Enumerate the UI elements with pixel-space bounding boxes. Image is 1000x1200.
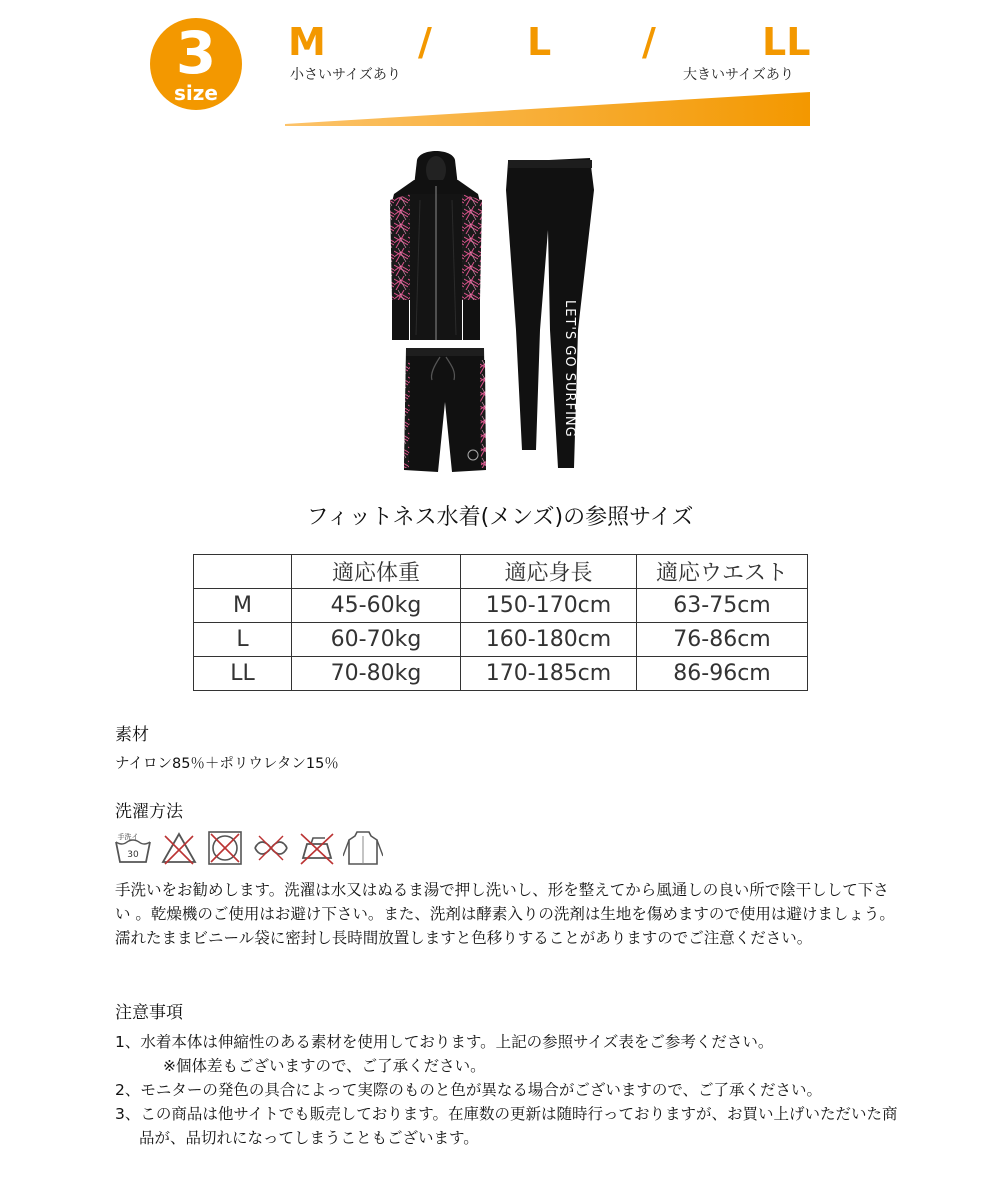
size-table-title: フィットネス水着(メンズ)の参照サイズ xyxy=(306,505,694,530)
note-text: 1、水着本体は伸縮性のある素材を使用しております。上記の参照サイズ表をご参考ください。 xyxy=(115,1033,774,1051)
note-text: 2、モニターの発色の具合によって実際のものと色が異なる場合がございますので、ご了承ください。 xyxy=(115,1081,823,1099)
table-row xyxy=(194,623,808,657)
table-cell: 160-180cm xyxy=(461,623,637,657)
list-item xyxy=(115,1102,905,1150)
badge-word: size xyxy=(174,81,218,105)
notes-list xyxy=(115,1030,905,1150)
svg-text:手洗イ: 手洗イ xyxy=(117,833,139,841)
small-size-note: 小さいサイズあり xyxy=(290,67,401,83)
legging-print-text: LET'S GO SURFING xyxy=(562,300,577,438)
care-symbols xyxy=(113,828,383,868)
table-row xyxy=(194,589,808,623)
svg-text:30: 30 xyxy=(127,850,139,860)
table-cell: L xyxy=(194,623,292,657)
material-text: ナイロン85％＋ポリウレタン15％ xyxy=(115,756,339,772)
washing-instructions: 手洗いをお勧めします。洗濯は水又はぬるま湯で押し洗いし、形を整えてから風通しの良い所で陰干しして下さい 。乾燥機のご使用はお避け下さい。また、洗剤は酵素入りの洗剤は生地を傷めますので使用は避けましょう。濡れたままビニール袋に密封し長時間放置しますと色移りすることがありますのでご注意ください。 xyxy=(115,881,895,947)
table-cell: M xyxy=(194,589,292,623)
list-item xyxy=(115,1078,905,1102)
table-cell: 86-96cm xyxy=(637,657,808,691)
note-text: 3、この商品は他サイトでも販売しております。在庫数の更新は随時行っておりますが、お買い上げいただいた商品が、品切れになってしまうこともございます。 xyxy=(115,1105,898,1147)
shade-dry-icon xyxy=(343,828,383,868)
size-separator: / xyxy=(418,20,432,64)
notes-heading: 注意事項 xyxy=(115,1003,183,1023)
table-header-row xyxy=(194,555,808,589)
table-cell: 60-70kg xyxy=(292,623,461,657)
table-cell: 45-60kg xyxy=(292,589,461,623)
no-bleach-icon xyxy=(159,828,199,868)
table-header-cell xyxy=(194,555,292,589)
table-header-cell: 適応ウエスト xyxy=(637,555,808,589)
table-cell: 70-80kg xyxy=(292,657,461,691)
rash-guard-jacket xyxy=(390,151,482,340)
washing-heading: 洗濯方法 xyxy=(115,802,183,822)
table-row xyxy=(194,657,808,691)
no-wring-icon xyxy=(251,828,291,868)
size-range-bar xyxy=(285,92,810,126)
table-cell: 63-75cm xyxy=(637,589,808,623)
material-heading: 素材 xyxy=(115,725,149,745)
swimwear-set-image xyxy=(380,150,620,480)
large-size-note: 大きいサイズあり xyxy=(683,67,794,83)
size-reference-table xyxy=(193,554,808,691)
hand-wash-30-icon xyxy=(113,828,153,868)
table-header-cell: 適応身長 xyxy=(461,555,637,589)
table-cell: 76-86cm xyxy=(637,623,808,657)
size-label-l: L xyxy=(527,20,552,64)
size-label-ll: LL xyxy=(762,20,811,64)
swim-shorts xyxy=(404,348,486,472)
no-iron-icon xyxy=(297,828,337,868)
list-item xyxy=(115,1030,905,1078)
no-tumble-dry-icon xyxy=(205,828,245,868)
size-separator: / xyxy=(642,20,656,64)
swim-leggings xyxy=(506,158,594,468)
table-cell: 170-185cm xyxy=(461,657,637,691)
note-subtext: ※個体差もございますので、ご了承ください。 xyxy=(163,1057,486,1075)
badge-number: 3 xyxy=(175,19,217,87)
size-label-m: M xyxy=(288,20,326,64)
table-header-cell: 適応体重 xyxy=(292,555,461,589)
table-cell: LL xyxy=(194,657,292,691)
size-count-badge xyxy=(150,18,242,110)
table-cell: 150-170cm xyxy=(461,589,637,623)
